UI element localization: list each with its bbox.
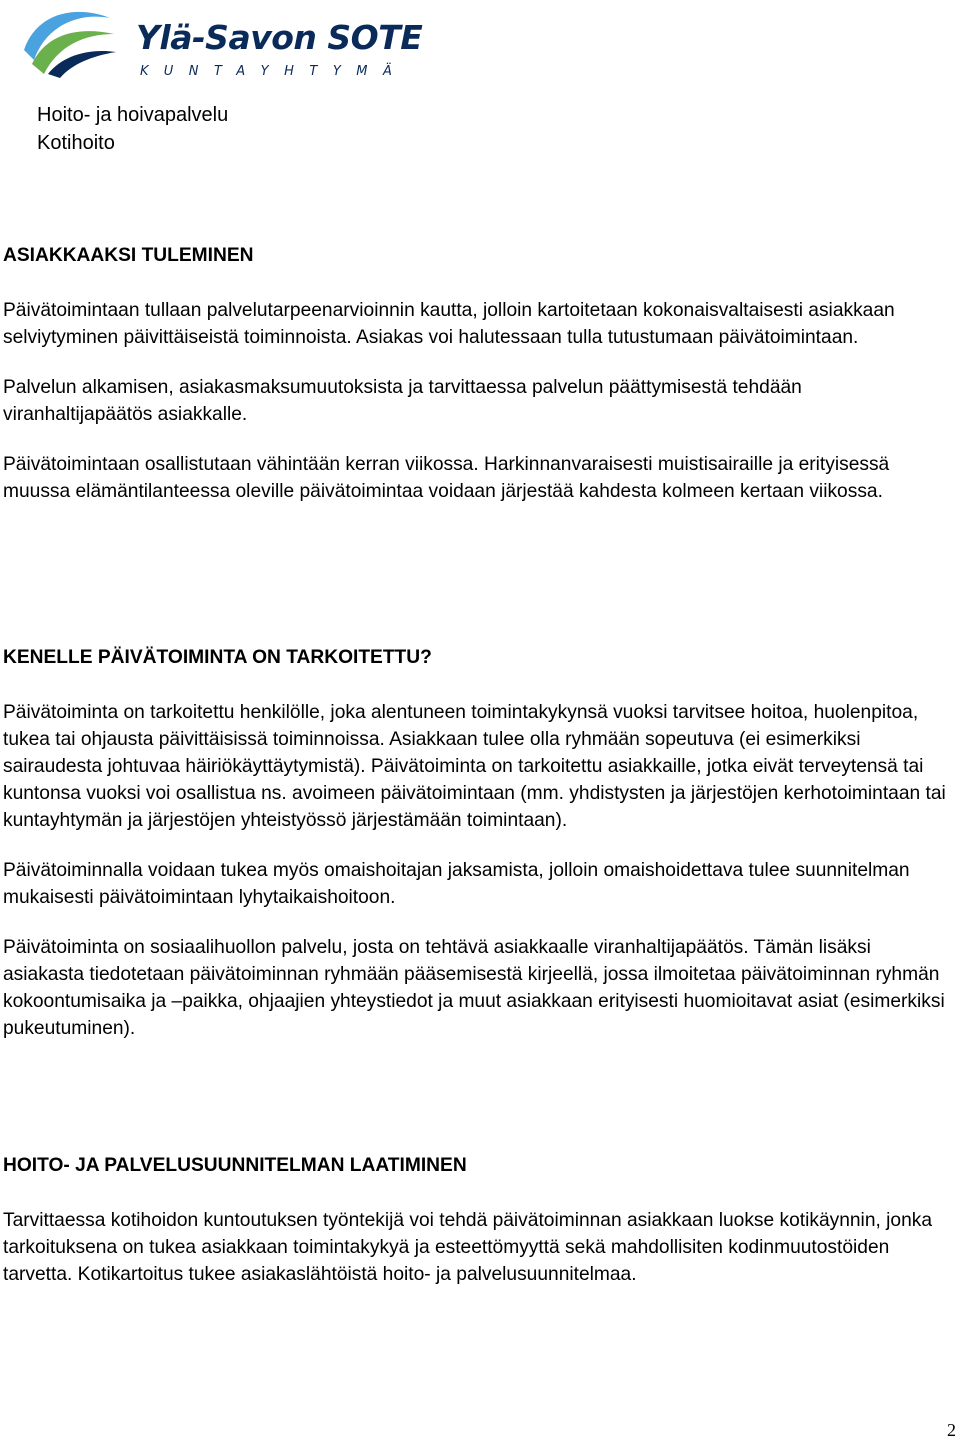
section-hoito-ja-palvelusuunnitelma [3, 1152, 952, 1288]
department-line: Hoito- ja hoivapalvelu [37, 104, 229, 126]
logo-mark-icon [18, 4, 118, 80]
section-kenelle [3, 644, 952, 1042]
section-asiakkaaksi-tuleminen [3, 242, 952, 505]
document-header [37, 101, 228, 157]
paragraph: Päivätoiminnalla voidaan tukea myös omaishoitajan jaksamista, jolloin omaishoidettava tulee suunnitelman mukaisesti päivätoimintaan lyhytaikaishoitoon. [3, 860, 910, 908]
section-heading: KENELLE PÄIVÄTOIMINTA ON TARKOITETTU? [3, 647, 432, 668]
section-heading: ASIAKKAAKSI TULEMINEN [3, 245, 254, 266]
section-heading: HOITO- JA PALVELUSUUNNITELMAN LAATIMINEN [3, 1155, 467, 1176]
paragraph: Päivätoiminta on sosiaalihuollon palvelu, josta on tehtävä asiakkaalle viranhaltijapäätös. Tämän lisäksi asiakasta tiedotetaan päivätoiminnan ryhmään pääsemisestä kirjeellä, jossa ilmoitetaa päivätoiminnan ryhmän kokoontumisaika ja –paikka, ohjaajien yhteystiedot ja muut asiakkaan erityisesti huomioitavat asiat (esimerkiksi pukeutuminen). [3, 937, 945, 1039]
paragraph: Päivätoimintaan tullaan palvelutarpeenarvioinnin kautta, jolloin kartoitetaan kokonaisvaltaisesti asiakkaan selviytyminen päivittäiseistä toiminnoista. Asiakas voi halutessaan tulla tutustumaan päivätoimintaan. [3, 300, 895, 348]
paragraph: Palvelun alkamisen, asiakasmaksumuutoksista ja tarvittaessa palvelun päättymisestä tehdään viranhaltijapäätös asiakkalle. [3, 377, 802, 425]
paragraph: Päivätoimintaan osallistutaan vähintään kerran viikossa. Harkinnanvaraisesti muistisairaille ja erityisessä muussa elämäntilanteessa oleville päivätoimintaa voidaan järjestää kahdesta kolmeen kertaan viikossa. [3, 454, 890, 502]
unit-line: Kotihoito [37, 132, 115, 154]
logo-name: Ylä-Savon SOTE [136, 18, 423, 57]
page-number: 2 [947, 1420, 956, 1440]
paragraph: Päivätoiminta on tarkoitettu henkilölle, joka alentuneen toimintakykynsä vuoksi tarvitsee hoitoa, huolenpitoa, tukea tai ohjausta päivittäisissä toiminnoissa. Asiakkaan tulee olla ryhmään sopeutuva (ei esimerkiksi sairaudesta johtuvaa häiriökäyttäytymistä). Päivätoiminta on tarkoitettu asiakkaille, jotka eivät terveytensä tai kuntonsa vuoksi voi osallistua ns. avoimeen päivätoimintaan (mm. yhdistysten ja järjestöjen kerhotoimintaan tai kuntayhtymän ja järjestöjen yhteistyössö järjestämään toimintaan). [3, 702, 946, 831]
paragraph: Tarvittaessa kotihoidon kuntoutuksen työntekijä voi tehdä päivätoiminnan asiakkaan luokse kotikäynnin, jonka tarkoituksena on tukea asiakkaan toimintakykyä ja esteettömyyttä sekä mahdollisiten kodinmuutostöiden tarvetta. Kotikartoitus tukee asiakaslähtöistä hoito- ja palvelusuunnitelmaa. [3, 1210, 933, 1285]
logo-subtitle: KUNTAYHTYMÄ [140, 64, 408, 79]
organization-logo [18, 4, 423, 84]
